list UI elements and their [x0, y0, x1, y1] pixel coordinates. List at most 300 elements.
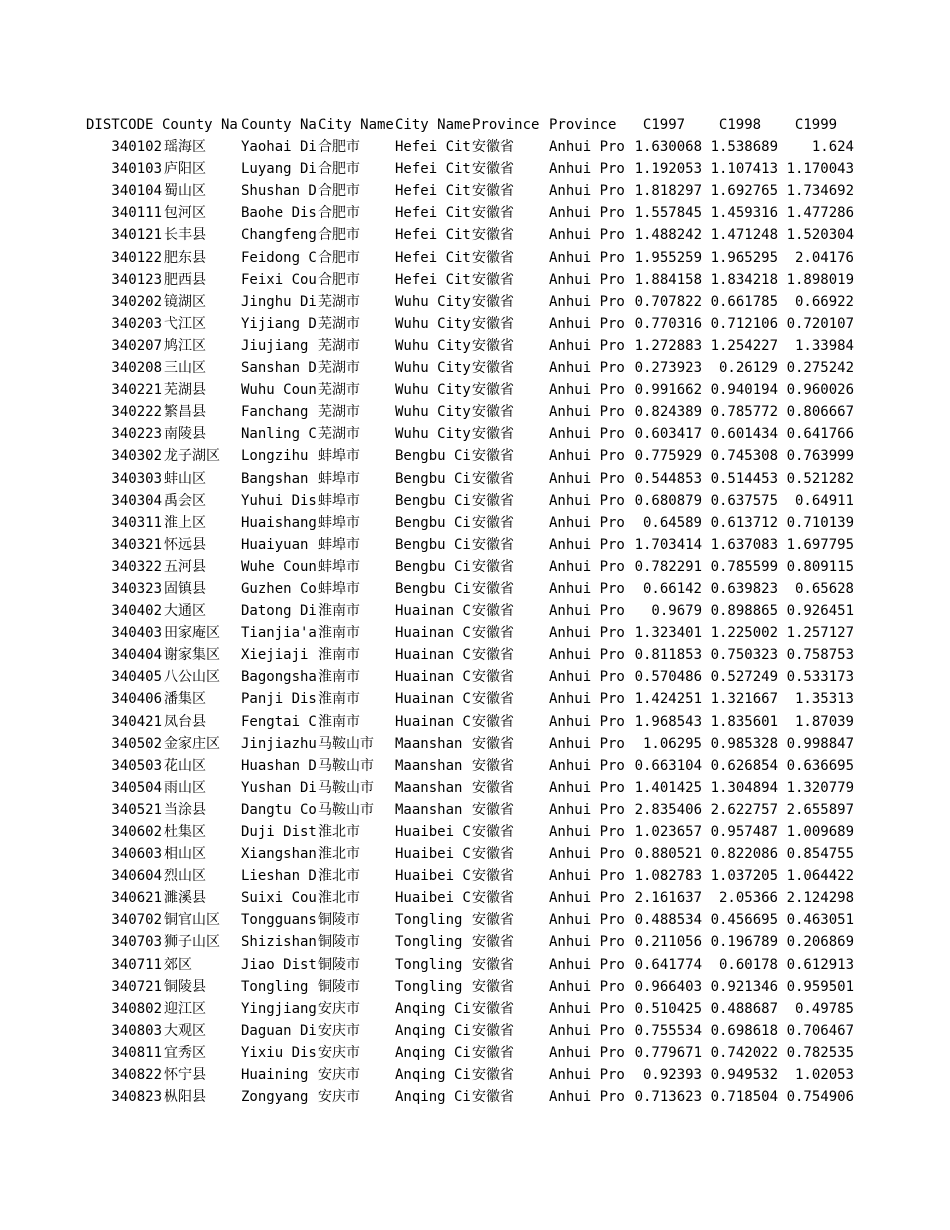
cell-county-name-en[interactable]: Shushan D: [241, 183, 317, 200]
cell-county-name-en[interactable]: Xiejiaji: [241, 647, 309, 664]
cell-distcode[interactable]: 340303: [111, 470, 162, 487]
cell-distcode[interactable]: 340222: [111, 404, 162, 421]
cell-distcode[interactable]: 340321: [111, 536, 162, 553]
cell-province-cn[interactable]: 安徽省: [472, 934, 514, 951]
cell-county-name-en[interactable]: Wuhe Coun: [241, 558, 317, 575]
cell-c1997[interactable]: 0.770316: [634, 315, 702, 332]
cell-province-cn[interactable]: 安徽省: [472, 691, 514, 708]
cell-c1998[interactable]: 0.940194: [710, 382, 778, 399]
cell-c1997[interactable]: 0.991662: [634, 382, 702, 399]
cell-city-name-cn[interactable]: 铜陵市: [318, 934, 360, 951]
cell-city-name-cn[interactable]: 淮南市: [318, 691, 360, 708]
cell-c1999[interactable]: 1.170043: [786, 161, 854, 178]
cell-city-name-cn[interactable]: 淮北市: [318, 868, 360, 885]
cell-province-en[interactable]: Anhui Pro: [549, 337, 625, 354]
cell-county-name-cn[interactable]: 蚌山区: [164, 470, 206, 487]
cell-city-name-cn[interactable]: 马鞍山市: [318, 735, 374, 752]
cell-c1999[interactable]: 0.710139: [786, 514, 854, 531]
cell-province-en[interactable]: Anhui Pro: [549, 580, 625, 597]
cell-province-cn[interactable]: 安徽省: [472, 183, 514, 200]
cell-distcode[interactable]: 340221: [111, 382, 162, 399]
cell-city-name-en[interactable]: Bengbu Ci: [395, 536, 471, 553]
cell-county-name-en[interactable]: Bangshan: [241, 470, 309, 487]
header-cell-county-name-en[interactable]: County Na: [241, 117, 317, 133]
cell-county-name-cn[interactable]: 肥东县: [164, 249, 206, 266]
cell-city-name-en[interactable]: Tongling: [395, 956, 463, 973]
cell-city-name-en[interactable]: Maanshan: [395, 757, 463, 774]
cell-distcode[interactable]: 340203: [111, 315, 162, 332]
cell-province-en[interactable]: Anhui Pro: [549, 669, 625, 686]
cell-province-cn[interactable]: 安徽省: [472, 868, 514, 885]
cell-c1997[interactable]: 1.557845: [634, 205, 702, 222]
cell-county-name-en[interactable]: Yixiu Dis: [241, 1044, 317, 1061]
cell-city-name-en[interactable]: Bengbu Ci: [395, 448, 471, 465]
cell-c1999[interactable]: 0.49785: [794, 1000, 854, 1017]
cell-c1997[interactable]: 0.782291: [634, 558, 702, 575]
cell-province-en[interactable]: Anhui Pro: [549, 227, 625, 244]
cell-distcode[interactable]: 340521: [111, 801, 162, 818]
cell-distcode[interactable]: 340602: [111, 824, 162, 840]
cell-c1999[interactable]: 0.782535: [786, 1044, 854, 1061]
cell-county-name-en[interactable]: Huashan D: [241, 757, 317, 774]
cell-province-cn[interactable]: 安徽省: [472, 426, 514, 443]
cell-county-name-cn[interactable]: 谢家集区: [164, 647, 220, 664]
cell-c1998[interactable]: 1.692765: [710, 183, 778, 200]
cell-province-cn[interactable]: 安徽省: [472, 1089, 514, 1106]
cell-c1997[interactable]: 0.755534: [634, 1022, 702, 1039]
cell-distcode[interactable]: 340123: [111, 271, 162, 288]
cell-c1999[interactable]: 2.655897: [786, 801, 854, 818]
cell-province-cn[interactable]: 安徽省: [472, 558, 514, 575]
cell-c1999[interactable]: 1.520304: [786, 227, 854, 244]
cell-city-name-en[interactable]: Hefei Cit: [395, 205, 471, 222]
cell-province-cn[interactable]: 安徽省: [472, 1022, 514, 1039]
cell-county-name-en[interactable]: Yijiang D: [241, 315, 317, 332]
cell-distcode[interactable]: 340803: [111, 1022, 162, 1039]
cell-county-name-cn[interactable]: 芜湖县: [164, 382, 206, 399]
cell-province-cn[interactable]: 安徽省: [472, 1044, 514, 1061]
cell-city-name-en[interactable]: Wuhu City: [395, 293, 471, 310]
cell-city-name-cn[interactable]: 马鞍山市: [318, 801, 374, 818]
cell-c1997[interactable]: 1.955259: [634, 249, 702, 266]
cell-distcode[interactable]: 340802: [111, 1000, 162, 1017]
cell-city-name-en[interactable]: Huainan C: [395, 713, 471, 730]
cell-province-cn[interactable]: 安徽省: [472, 492, 514, 509]
cell-province-cn[interactable]: 安徽省: [472, 382, 514, 399]
cell-province-cn[interactable]: 安徽省: [472, 249, 514, 266]
cell-city-name-cn[interactable]: 合肥市: [318, 249, 360, 266]
cell-county-name-cn[interactable]: 八公山区: [164, 669, 220, 686]
cell-province-en[interactable]: Anhui Pro: [549, 249, 625, 266]
cell-province-en[interactable]: Anhui Pro: [549, 470, 625, 487]
cell-province-en[interactable]: Anhui Pro: [549, 205, 625, 222]
cell-c1998[interactable]: 0.698618: [710, 1022, 778, 1039]
cell-county-name-cn[interactable]: 金家庄区: [164, 735, 220, 752]
cell-county-name-cn[interactable]: 五河县: [164, 558, 206, 575]
cell-province-cn[interactable]: 安徽省: [472, 139, 514, 156]
cell-c1998[interactable]: 0.488687: [710, 1000, 778, 1017]
cell-c1998[interactable]: 0.639823: [710, 580, 778, 597]
cell-distcode[interactable]: 340322: [111, 558, 162, 575]
cell-county-name-cn[interactable]: 迎江区: [164, 1000, 206, 1017]
cell-c1999[interactable]: 1.35313: [794, 691, 854, 708]
cell-city-name-cn[interactable]: 芜湖市: [318, 404, 360, 421]
cell-c1998[interactable]: 2.05366: [718, 890, 778, 907]
cell-c1999[interactable]: 0.806667: [786, 404, 854, 421]
cell-c1998[interactable]: 0.527249: [710, 669, 778, 686]
cell-city-name-cn[interactable]: 芜湖市: [318, 360, 360, 377]
cell-c1997[interactable]: 1.023657: [634, 824, 702, 840]
cell-province-en[interactable]: Anhui Pro: [549, 1067, 625, 1084]
cell-c1999[interactable]: 1.87039: [794, 713, 854, 730]
cell-province-en[interactable]: Anhui Pro: [549, 183, 625, 200]
cell-c1999[interactable]: 1.009689: [786, 824, 854, 840]
cell-city-name-cn[interactable]: 淮南市: [318, 713, 360, 730]
cell-county-name-cn[interactable]: 凤台县: [164, 713, 206, 730]
cell-city-name-cn[interactable]: 蚌埠市: [318, 514, 360, 531]
cell-province-en[interactable]: Anhui Pro: [549, 978, 625, 995]
cell-province-en[interactable]: Anhui Pro: [549, 382, 625, 399]
cell-city-name-cn[interactable]: 安庆市: [318, 1044, 360, 1061]
cell-city-name-cn[interactable]: 铜陵市: [318, 978, 360, 995]
cell-c1999[interactable]: 0.66922: [794, 293, 854, 310]
cell-city-name-cn[interactable]: 芜湖市: [318, 337, 360, 354]
cell-province-cn[interactable]: 安徽省: [472, 735, 514, 752]
cell-province-en[interactable]: Anhui Pro: [549, 404, 625, 421]
cell-county-name-cn[interactable]: 花山区: [164, 757, 206, 774]
cell-province-cn[interactable]: 安徽省: [472, 603, 514, 620]
cell-city-name-en[interactable]: Anqing Ci: [395, 1067, 471, 1084]
cell-c1999[interactable]: 0.612913: [786, 956, 854, 973]
cell-distcode[interactable]: 340323: [111, 580, 162, 597]
cell-c1998[interactable]: 0.456695: [710, 912, 778, 929]
cell-county-name-en[interactable]: Panji Dis: [241, 691, 317, 708]
cell-province-en[interactable]: Anhui Pro: [549, 912, 625, 929]
cell-c1999[interactable]: 0.720107: [786, 315, 854, 332]
cell-city-name-cn[interactable]: 蚌埠市: [318, 492, 360, 509]
cell-c1997[interactable]: 0.9679: [651, 603, 702, 620]
cell-province-cn[interactable]: 安徽省: [472, 779, 514, 796]
cell-county-name-en[interactable]: Duji Dist: [241, 824, 317, 840]
cell-c1998[interactable]: 1.459316: [710, 205, 778, 222]
cell-distcode[interactable]: 340703: [111, 934, 162, 951]
cell-county-name-cn[interactable]: 长丰县: [164, 227, 206, 244]
cell-county-name-cn[interactable]: 当涂县: [164, 801, 206, 818]
cell-distcode[interactable]: 340504: [111, 779, 162, 796]
cell-c1999[interactable]: 0.763999: [786, 448, 854, 465]
cell-c1998[interactable]: 1.834218: [710, 271, 778, 288]
cell-county-name-en[interactable]: Guzhen Co: [241, 580, 317, 597]
cell-distcode[interactable]: 340405: [111, 669, 162, 686]
cell-city-name-en[interactable]: Anqing Ci: [395, 1022, 471, 1039]
cell-county-name-en[interactable]: Dangtu Co: [241, 801, 317, 818]
cell-c1998[interactable]: 0.661785: [710, 293, 778, 310]
cell-c1999[interactable]: 0.65628: [794, 580, 854, 597]
cell-province-en[interactable]: Anhui Pro: [549, 890, 625, 907]
cell-distcode[interactable]: 340503: [111, 757, 162, 774]
cell-county-name-en[interactable]: Yushan Di: [241, 779, 317, 796]
header-cell-city-name-cn[interactable]: City Name: [318, 117, 394, 133]
cell-county-name-cn[interactable]: 相山区: [164, 846, 206, 863]
cell-c1999[interactable]: 0.758753: [786, 647, 854, 664]
cell-c1998[interactable]: 1.965295: [710, 249, 778, 266]
cell-county-name-en[interactable]: Suixi Cou: [241, 890, 317, 907]
cell-distcode[interactable]: 340311: [111, 514, 162, 531]
cell-c1997[interactable]: 0.775929: [634, 448, 702, 465]
cell-county-name-en[interactable]: Yaohai Di: [241, 139, 317, 156]
cell-county-name-cn[interactable]: 郊区: [164, 956, 192, 973]
cell-city-name-en[interactable]: Huainan C: [395, 603, 471, 620]
cell-distcode[interactable]: 340822: [111, 1067, 162, 1084]
cell-c1999[interactable]: 1.734692: [786, 183, 854, 200]
cell-province-en[interactable]: Anhui Pro: [549, 426, 625, 443]
cell-distcode[interactable]: 340603: [111, 846, 162, 863]
cell-c1999[interactable]: 0.463051: [786, 912, 854, 929]
cell-province-en[interactable]: Anhui Pro: [549, 448, 625, 465]
cell-city-name-cn[interactable]: 合肥市: [318, 183, 360, 200]
cell-distcode[interactable]: 340711: [111, 956, 162, 973]
cell-county-name-cn[interactable]: 鸠江区: [164, 337, 206, 354]
cell-distcode[interactable]: 340702: [111, 912, 162, 929]
cell-county-name-cn[interactable]: 狮子山区: [164, 934, 220, 951]
cell-distcode[interactable]: 340304: [111, 492, 162, 509]
cell-city-name-en[interactable]: Hefei Cit: [395, 249, 471, 266]
cell-c1997[interactable]: 0.680879: [634, 492, 702, 509]
cell-c1997[interactable]: 1.192053: [634, 161, 702, 178]
cell-c1998[interactable]: 1.254227: [710, 337, 778, 354]
cell-county-name-cn[interactable]: 庐阳区: [164, 161, 206, 178]
cell-c1998[interactable]: 1.037205: [710, 868, 778, 885]
cell-c1997[interactable]: 0.811853: [634, 647, 702, 664]
cell-c1997[interactable]: 0.64589: [642, 514, 702, 531]
cell-county-name-en[interactable]: Xiangshan: [241, 846, 317, 863]
cell-county-name-en[interactable]: Huaishang: [241, 514, 317, 531]
cell-c1997[interactable]: 0.66142: [642, 580, 702, 597]
cell-city-name-cn[interactable]: 淮南市: [318, 669, 360, 686]
cell-city-name-en[interactable]: Maanshan: [395, 735, 463, 752]
cell-city-name-cn[interactable]: 铜陵市: [318, 956, 360, 973]
cell-c1998[interactable]: 0.712106: [710, 315, 778, 332]
cell-province-en[interactable]: Anhui Pro: [549, 360, 625, 377]
cell-c1998[interactable]: 0.785772: [710, 404, 778, 421]
cell-province-en[interactable]: Anhui Pro: [549, 558, 625, 575]
cell-c1999[interactable]: 0.854755: [786, 846, 854, 863]
cell-c1997[interactable]: 1.488242: [634, 227, 702, 244]
cell-c1999[interactable]: 1.697795: [786, 536, 854, 553]
cell-c1999[interactable]: 0.960026: [786, 382, 854, 399]
cell-c1998[interactable]: 0.742022: [710, 1044, 778, 1061]
cell-county-name-en[interactable]: Yingjiang: [241, 1000, 317, 1017]
cell-province-cn[interactable]: 安徽省: [472, 757, 514, 774]
cell-county-name-cn[interactable]: 三山区: [164, 360, 206, 377]
cell-c1998[interactable]: 0.898865: [710, 603, 778, 620]
cell-county-name-en[interactable]: Fanchang: [241, 404, 309, 421]
cell-county-name-cn[interactable]: 繁昌县: [164, 404, 206, 421]
cell-city-name-en[interactable]: Bengbu Ci: [395, 514, 471, 531]
cell-province-en[interactable]: Anhui Pro: [549, 757, 625, 774]
cell-province-cn[interactable]: 安徽省: [472, 360, 514, 377]
cell-distcode[interactable]: 340406: [111, 691, 162, 708]
cell-province-en[interactable]: Anhui Pro: [549, 647, 625, 664]
cell-c1998[interactable]: 0.785599: [710, 558, 778, 575]
cell-county-name-cn[interactable]: 大通区: [164, 603, 206, 620]
cell-county-name-en[interactable]: Changfeng: [241, 227, 317, 244]
cell-c1997[interactable]: 2.835406: [634, 801, 702, 818]
cell-city-name-cn[interactable]: 芜湖市: [318, 315, 360, 332]
cell-county-name-en[interactable]: Feixi Cou: [241, 271, 317, 288]
cell-province-en[interactable]: Anhui Pro: [549, 603, 625, 620]
cell-county-name-cn[interactable]: 南陵县: [164, 426, 206, 443]
cell-c1998[interactable]: 0.718504: [710, 1089, 778, 1106]
cell-c1999[interactable]: 0.533173: [786, 669, 854, 686]
cell-city-name-en[interactable]: Maanshan: [395, 779, 463, 796]
cell-county-name-cn[interactable]: 禹会区: [164, 492, 206, 509]
cell-city-name-cn[interactable]: 蚌埠市: [318, 580, 360, 597]
cell-province-cn[interactable]: 安徽省: [472, 470, 514, 487]
cell-county-name-cn[interactable]: 铜陵县: [164, 978, 206, 995]
cell-c1998[interactable]: 0.637575: [710, 492, 778, 509]
cell-city-name-cn[interactable]: 蚌埠市: [318, 448, 360, 465]
cell-province-cn[interactable]: 安徽省: [472, 978, 514, 995]
cell-c1999[interactable]: 1.898019: [786, 271, 854, 288]
cell-county-name-cn[interactable]: 雨山区: [164, 779, 206, 796]
cell-city-name-en[interactable]: Huainan C: [395, 691, 471, 708]
cell-c1999[interactable]: 0.706467: [786, 1022, 854, 1039]
cell-province-cn[interactable]: 安徽省: [472, 801, 514, 818]
cell-city-name-en[interactable]: Bengbu Ci: [395, 580, 471, 597]
cell-province-cn[interactable]: 安徽省: [472, 956, 514, 973]
cell-c1999[interactable]: 0.959501: [786, 978, 854, 995]
cell-city-name-cn[interactable]: 蚌埠市: [318, 470, 360, 487]
cell-county-name-en[interactable]: Luyang Di: [241, 161, 317, 178]
cell-county-name-en[interactable]: Lieshan D: [241, 868, 317, 885]
cell-province-cn[interactable]: 安徽省: [472, 580, 514, 597]
header-cell-c1997[interactable]: C1997: [642, 117, 686, 133]
cell-c1997[interactable]: 1.884158: [634, 271, 702, 288]
cell-province-cn[interactable]: 安徽省: [472, 1000, 514, 1017]
cell-c1997[interactable]: 1.424251: [634, 691, 702, 708]
cell-province-cn[interactable]: 安徽省: [472, 161, 514, 178]
cell-city-name-en[interactable]: Tongling: [395, 912, 463, 929]
cell-province-en[interactable]: Anhui Pro: [549, 691, 625, 708]
cell-province-en[interactable]: Anhui Pro: [549, 1089, 625, 1106]
cell-province-en[interactable]: Anhui Pro: [549, 293, 625, 310]
cell-city-name-cn[interactable]: 淮北市: [318, 890, 360, 907]
cell-c1997[interactable]: 0.663104: [634, 757, 702, 774]
cell-city-name-en[interactable]: Huainan C: [395, 625, 471, 642]
cell-county-name-cn[interactable]: 怀远县: [164, 536, 206, 553]
cell-county-name-cn[interactable]: 宜秀区: [164, 1044, 206, 1061]
cell-c1998[interactable]: 0.196789: [710, 934, 778, 951]
cell-c1998[interactable]: 0.514453: [710, 470, 778, 487]
cell-distcode[interactable]: 340502: [111, 735, 162, 752]
cell-province-cn[interactable]: 安徽省: [472, 824, 514, 840]
cell-c1997[interactable]: 1.082783: [634, 868, 702, 885]
cell-c1999[interactable]: 0.809115: [786, 558, 854, 575]
cell-c1998[interactable]: 1.471248: [710, 227, 778, 244]
cell-c1997[interactable]: 0.603417: [634, 426, 702, 443]
cell-distcode[interactable]: 340103: [111, 161, 162, 178]
cell-c1998[interactable]: 0.626854: [710, 757, 778, 774]
cell-c1999[interactable]: 1.320779: [786, 779, 854, 796]
cell-county-name-en[interactable]: Tongling: [241, 978, 309, 995]
cell-province-en[interactable]: Anhui Pro: [549, 824, 625, 840]
cell-county-name-cn[interactable]: 枞阳县: [164, 1089, 206, 1106]
cell-c1997[interactable]: 1.06295: [642, 735, 702, 752]
cell-county-name-en[interactable]: Wuhu Coun: [241, 382, 317, 399]
header-cell-province-en[interactable]: Province: [549, 117, 617, 133]
cell-county-name-cn[interactable]: 淮上区: [164, 514, 206, 531]
cell-c1998[interactable]: 0.921346: [710, 978, 778, 995]
cell-distcode[interactable]: 340302: [111, 448, 162, 465]
cell-city-name-cn[interactable]: 淮南市: [318, 603, 360, 620]
cell-county-name-en[interactable]: Tianjia'a: [241, 625, 317, 642]
cell-province-cn[interactable]: 安徽省: [472, 205, 514, 222]
cell-c1998[interactable]: 0.60178: [718, 956, 778, 973]
cell-c1997[interactable]: 0.707822: [634, 293, 702, 310]
cell-c1997[interactable]: 0.544853: [634, 470, 702, 487]
cell-province-en[interactable]: Anhui Pro: [549, 536, 625, 553]
cell-distcode[interactable]: 340202: [111, 293, 162, 310]
cell-c1998[interactable]: 1.637083: [710, 536, 778, 553]
header-cell-c1999[interactable]: C1999: [794, 117, 838, 133]
cell-c1998[interactable]: 1.835601: [710, 713, 778, 730]
cell-county-name-en[interactable]: Datong Di: [241, 603, 317, 620]
cell-c1998[interactable]: 0.822086: [710, 846, 778, 863]
cell-city-name-en[interactable]: Wuhu City: [395, 404, 471, 421]
cell-county-name-cn[interactable]: 田家庵区: [164, 625, 220, 642]
cell-distcode[interactable]: 340403: [111, 625, 162, 642]
cell-province-cn[interactable]: 安徽省: [472, 1067, 514, 1084]
cell-county-name-en[interactable]: Daguan Di: [241, 1022, 317, 1039]
cell-city-name-en[interactable]: Huaibei C: [395, 846, 471, 863]
cell-distcode[interactable]: 340111: [111, 205, 162, 222]
cell-city-name-en[interactable]: Wuhu City: [395, 382, 471, 399]
cell-province-cn[interactable]: 安徽省: [472, 448, 514, 465]
cell-distcode[interactable]: 340402: [111, 603, 162, 620]
cell-c1997[interactable]: 0.273923: [634, 360, 702, 377]
cell-c1997[interactable]: 0.211056: [634, 934, 702, 951]
cell-province-cn[interactable]: 安徽省: [472, 713, 514, 730]
cell-province-en[interactable]: Anhui Pro: [549, 492, 625, 509]
cell-province-cn[interactable]: 安徽省: [472, 536, 514, 553]
cell-province-cn[interactable]: 安徽省: [472, 271, 514, 288]
cell-c1997[interactable]: 0.880521: [634, 846, 702, 863]
cell-county-name-cn[interactable]: 包河区: [164, 205, 206, 222]
cell-c1997[interactable]: 2.161637: [634, 890, 702, 907]
cell-county-name-cn[interactable]: 龙子湖区: [164, 448, 220, 465]
cell-c1997[interactable]: 1.703414: [634, 536, 702, 553]
cell-city-name-en[interactable]: Hefei Cit: [395, 271, 471, 288]
header-cell-city-name-en[interactable]: City Name: [395, 117, 471, 133]
cell-county-name-en[interactable]: Jiao Dist: [241, 956, 317, 973]
cell-city-name-cn[interactable]: 芜湖市: [318, 382, 360, 399]
cell-c1997[interactable]: 0.824389: [634, 404, 702, 421]
cell-c1997[interactable]: 0.92393: [642, 1067, 702, 1084]
cell-county-name-cn[interactable]: 潘集区: [164, 691, 206, 708]
cell-c1999[interactable]: 1.064422: [786, 868, 854, 885]
cell-city-name-cn[interactable]: 安庆市: [318, 1089, 360, 1106]
cell-c1998[interactable]: 1.538689: [710, 139, 778, 156]
cell-c1999[interactable]: 1.02053: [794, 1067, 854, 1084]
cell-province-en[interactable]: Anhui Pro: [549, 934, 625, 951]
cell-city-name-en[interactable]: Huaibei C: [395, 890, 471, 907]
cell-city-name-en[interactable]: Anqing Ci: [395, 1000, 471, 1017]
cell-c1999[interactable]: 0.998847: [786, 735, 854, 752]
cell-county-name-cn[interactable]: 大观区: [164, 1022, 206, 1039]
cell-c1999[interactable]: 0.641766: [786, 426, 854, 443]
header-cell-c1998[interactable]: C1998: [718, 117, 762, 133]
